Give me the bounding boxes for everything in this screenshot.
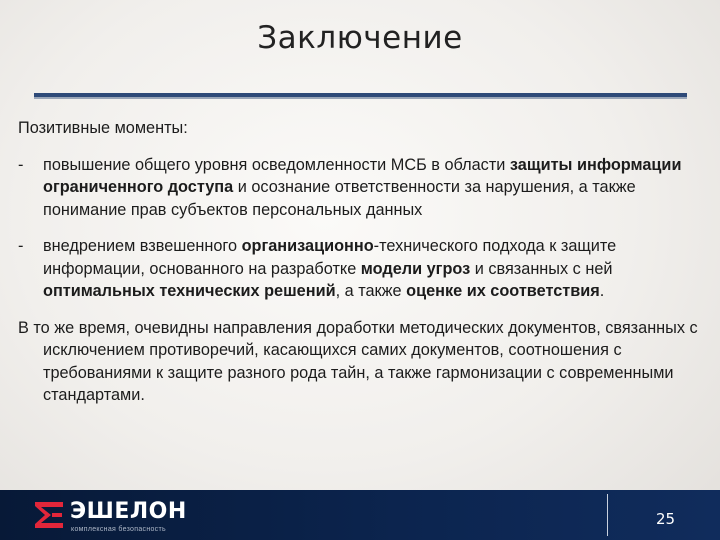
bullet-text: и осознание ответственности за нарушения, а также понимание прав субъектов персональных данных (43, 178, 636, 219)
bullet-text: -технического подхода к защите информации, основанного на разработке (43, 237, 617, 278)
bullet-bold-text: защиты информации ограниченного доступа (43, 155, 682, 196)
eshelon-logo-icon (32, 499, 66, 531)
bullet-text: и связанных с ней (470, 259, 613, 278)
bullet-dash: - (18, 237, 24, 255)
title-divider-shadow (34, 97, 687, 99)
footer-bar (0, 490, 720, 540)
bullet-text: . (599, 282, 605, 300)
footer-divider (607, 494, 608, 536)
bullet-text: , а также (335, 282, 407, 300)
bullet-item-2 (18, 235, 708, 303)
bullet-bold-text: организационно (241, 237, 374, 255)
page-number: 25 (656, 510, 676, 528)
slide-title: Заключение (257, 20, 463, 56)
brand-name: ЭШЕЛОН (70, 499, 187, 524)
bullet-text: внедрением взвешенного (43, 237, 242, 255)
bullet-dash: - (18, 155, 24, 174)
bullet-item-1 (18, 154, 708, 222)
bullet-bold-text: оптимальных технических решений (43, 282, 336, 300)
bullet-bold-text: модели угроз (360, 259, 471, 278)
slide-body (18, 117, 708, 407)
conclusion-paragraph: В то же время, очевидны направления доработки методических документов, связанных с исключением противоречий, касающихся самих документов, соотношения с требованиями к защите разного рода тайн, а также гармонизации с современными стандартами. (18, 318, 698, 404)
section-heading: Позитивные моменты: (18, 119, 188, 137)
bullet-bold-text: оценке их соответствия (406, 282, 600, 300)
bullet-text: повышение общего уровня осведомленности МСБ в области (43, 155, 510, 174)
brand-tagline: комплексная безопасность (71, 526, 166, 533)
